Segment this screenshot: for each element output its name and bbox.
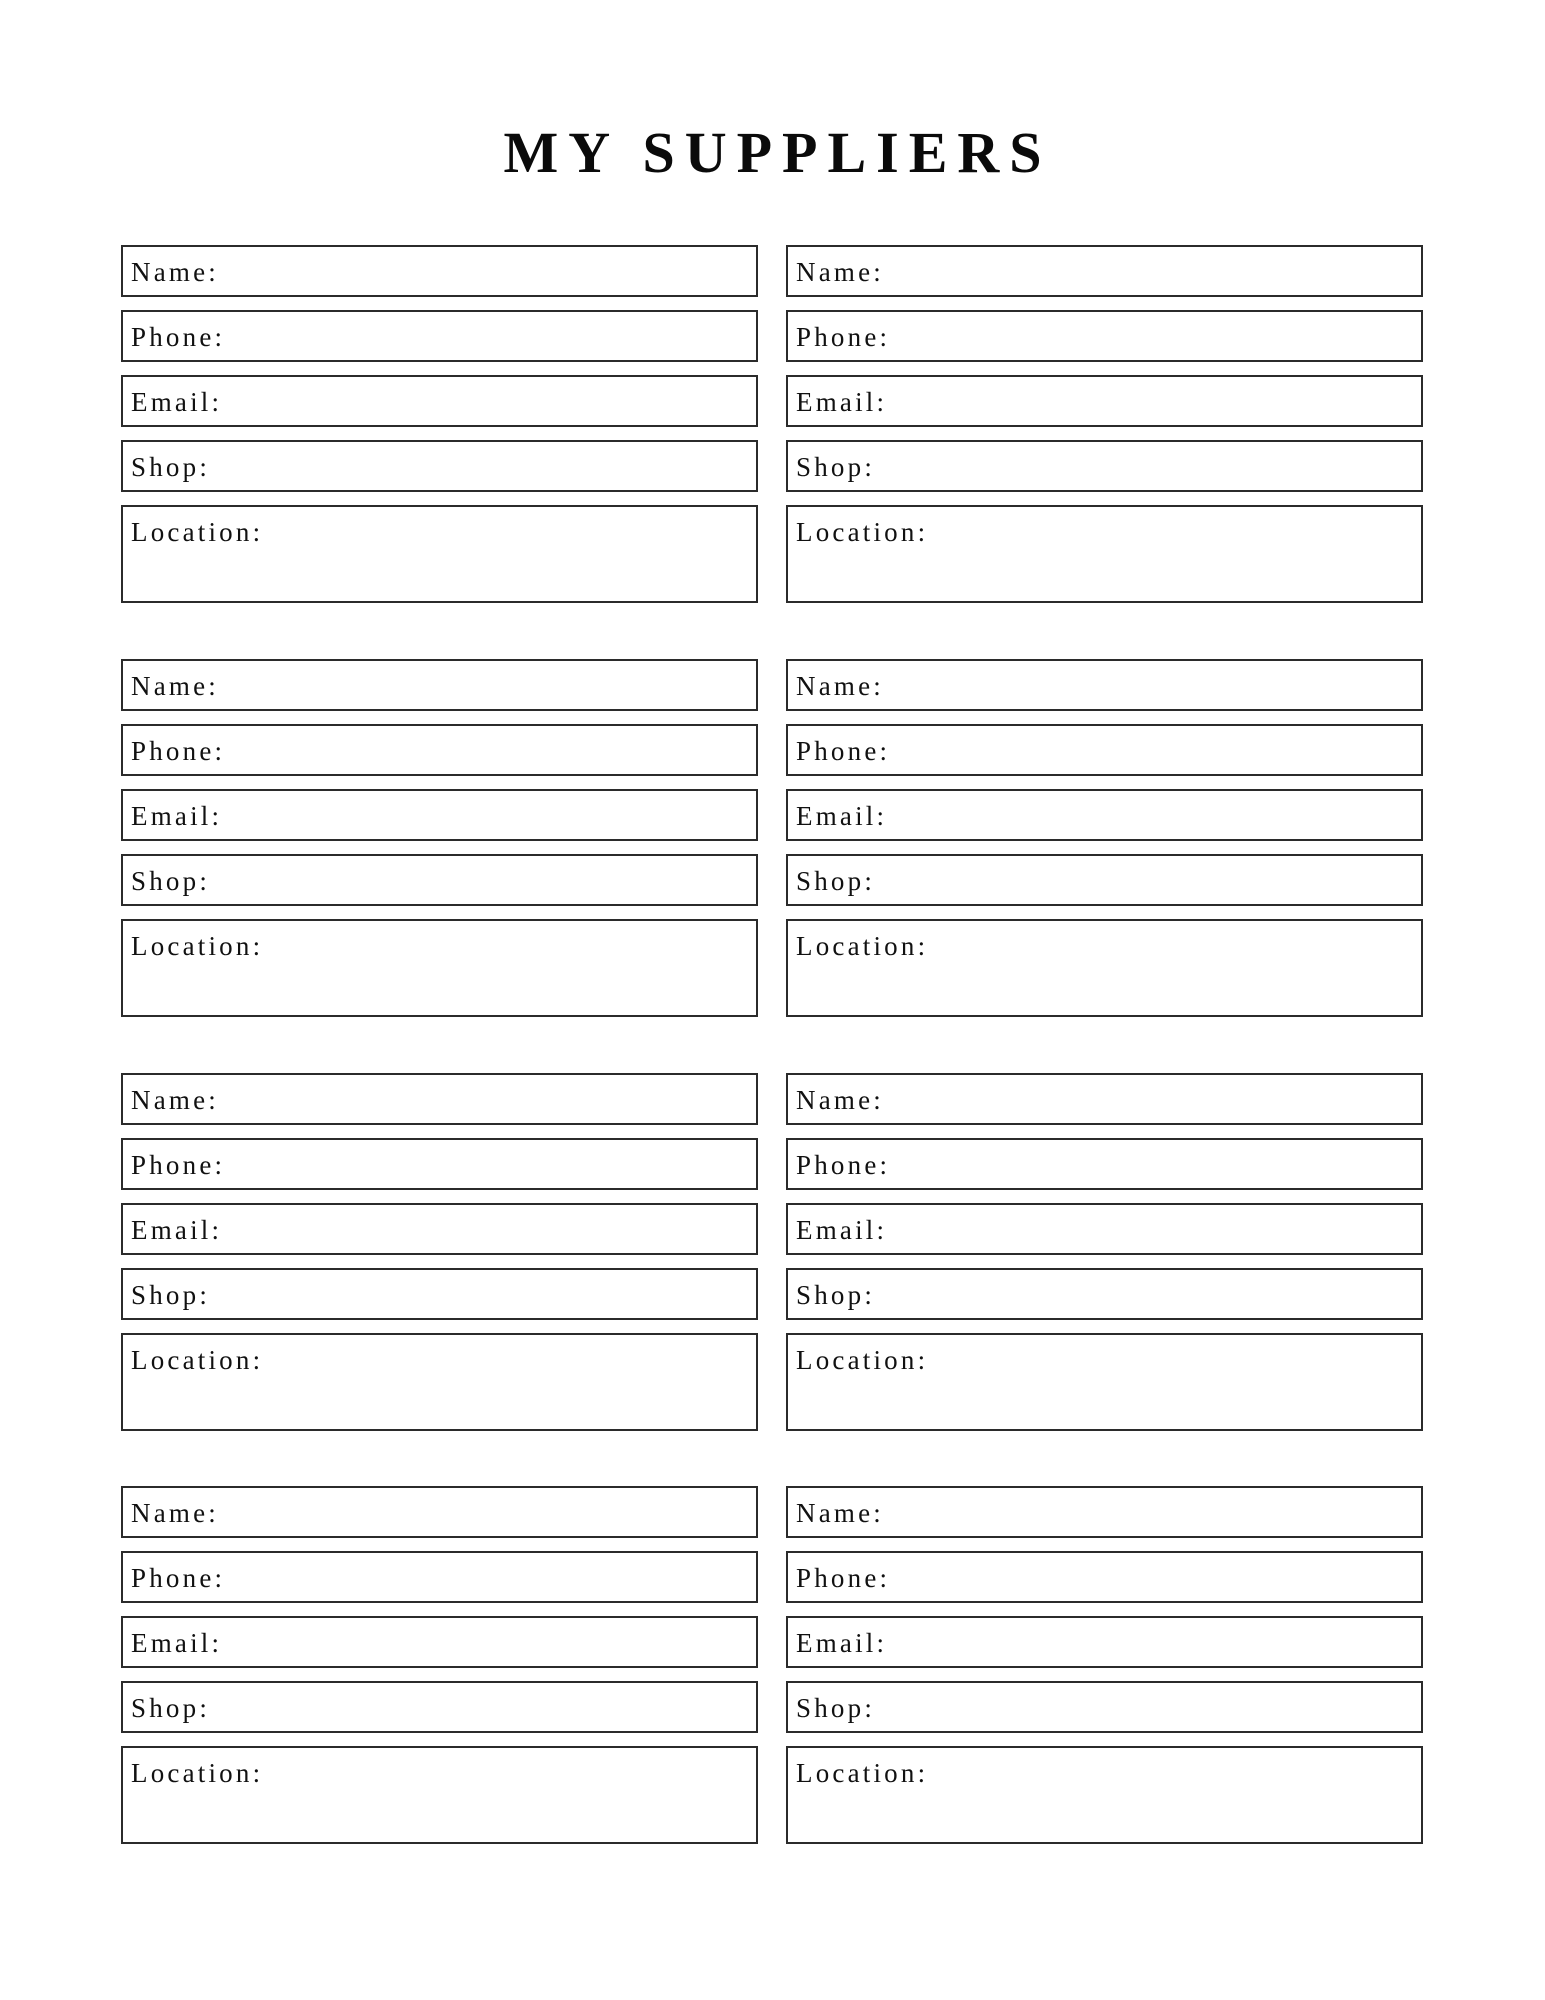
phone-label: Phone: [131, 1150, 226, 1180]
location-label: Location: [796, 1345, 929, 1375]
shop-label: Shop: [131, 1280, 211, 1310]
name-label: Name: [796, 1085, 884, 1115]
phone-field[interactable] [121, 1138, 758, 1190]
supplier-row [121, 1073, 1424, 1431]
phone-field[interactable] [786, 1551, 1423, 1603]
name-label: Name: [131, 1498, 219, 1528]
name-label: Name: [131, 671, 219, 701]
supplier-card [786, 1073, 1423, 1431]
phone-field[interactable] [121, 1551, 758, 1603]
name-field[interactable] [786, 659, 1423, 711]
email-field[interactable] [786, 375, 1423, 427]
shop-field[interactable] [786, 1268, 1423, 1320]
location-label: Location: [131, 1758, 264, 1788]
email-label: Email: [131, 1628, 223, 1658]
phone-label: Phone: [131, 322, 226, 352]
location-label: Location: [131, 1345, 264, 1375]
shop-field[interactable] [786, 440, 1423, 492]
name-field[interactable] [786, 245, 1423, 297]
name-field[interactable] [786, 1486, 1423, 1538]
email-label: Email: [796, 387, 888, 417]
email-field[interactable] [121, 789, 758, 841]
phone-label: Phone: [796, 736, 891, 766]
phone-label: Phone: [796, 322, 891, 352]
email-field[interactable] [121, 375, 758, 427]
shop-label: Shop: [796, 452, 876, 482]
location-field[interactable] [786, 1746, 1423, 1844]
supplier-card [121, 659, 758, 1017]
supplier-card [121, 245, 758, 603]
location-field[interactable] [786, 505, 1423, 603]
email-field[interactable] [786, 1616, 1423, 1668]
phone-field[interactable] [121, 724, 758, 776]
email-label: Email: [796, 1215, 888, 1245]
shop-field[interactable] [121, 854, 758, 906]
location-label: Location: [131, 517, 264, 547]
email-label: Email: [131, 387, 223, 417]
shop-label: Shop: [131, 452, 211, 482]
email-field[interactable] [786, 1203, 1423, 1255]
phone-field[interactable] [786, 310, 1423, 362]
location-field[interactable] [121, 919, 758, 1017]
phone-label: Phone: [131, 736, 226, 766]
name-field[interactable] [121, 1073, 758, 1125]
email-label: Email: [131, 1215, 223, 1245]
shop-label: Shop: [131, 1693, 211, 1723]
name-label: Name: [796, 1498, 884, 1528]
shop-label: Shop: [796, 866, 876, 896]
shop-label: Shop: [796, 1280, 876, 1310]
supplier-card [786, 659, 1423, 1017]
location-field[interactable] [121, 505, 758, 603]
name-label: Name: [796, 257, 884, 287]
name-label: Name: [131, 257, 219, 287]
location-field[interactable] [121, 1746, 758, 1844]
name-label: Name: [796, 671, 884, 701]
phone-field[interactable] [121, 310, 758, 362]
name-label: Name: [131, 1085, 219, 1115]
email-label: Email: [796, 801, 888, 831]
shop-field[interactable] [121, 1681, 758, 1733]
location-field[interactable] [121, 1333, 758, 1431]
name-field[interactable] [121, 1486, 758, 1538]
phone-label: Phone: [796, 1563, 891, 1593]
shop-field[interactable] [786, 854, 1423, 906]
shop-field[interactable] [121, 440, 758, 492]
name-field[interactable] [121, 659, 758, 711]
supplier-card [786, 1486, 1423, 1844]
shop-field[interactable] [786, 1681, 1423, 1733]
name-field[interactable] [786, 1073, 1423, 1125]
location-label: Location: [796, 517, 929, 547]
supplier-card [786, 245, 1423, 603]
supplier-row [121, 659, 1424, 1017]
supplier-row [121, 1486, 1424, 1844]
email-label: Email: [131, 801, 223, 831]
supplier-card [121, 1486, 758, 1844]
email-field[interactable] [121, 1203, 758, 1255]
phone-field[interactable] [786, 1138, 1423, 1190]
shop-label: Shop: [796, 1693, 876, 1723]
supplier-row [121, 245, 1424, 603]
phone-label: Phone: [131, 1563, 226, 1593]
phone-label: Phone: [796, 1150, 891, 1180]
location-label: Location: [796, 1758, 929, 1788]
name-field[interactable] [121, 245, 758, 297]
email-field[interactable] [786, 789, 1423, 841]
location-field[interactable] [786, 1333, 1423, 1431]
page-title: MY SUPPLIERS [503, 120, 1052, 185]
location-label: Location: [131, 931, 264, 961]
shop-field[interactable] [121, 1268, 758, 1320]
supplier-card [121, 1073, 758, 1431]
location-label: Location: [796, 931, 929, 961]
phone-field[interactable] [786, 724, 1423, 776]
email-field[interactable] [121, 1616, 758, 1668]
email-label: Email: [796, 1628, 888, 1658]
shop-label: Shop: [131, 866, 211, 896]
location-field[interactable] [786, 919, 1423, 1017]
